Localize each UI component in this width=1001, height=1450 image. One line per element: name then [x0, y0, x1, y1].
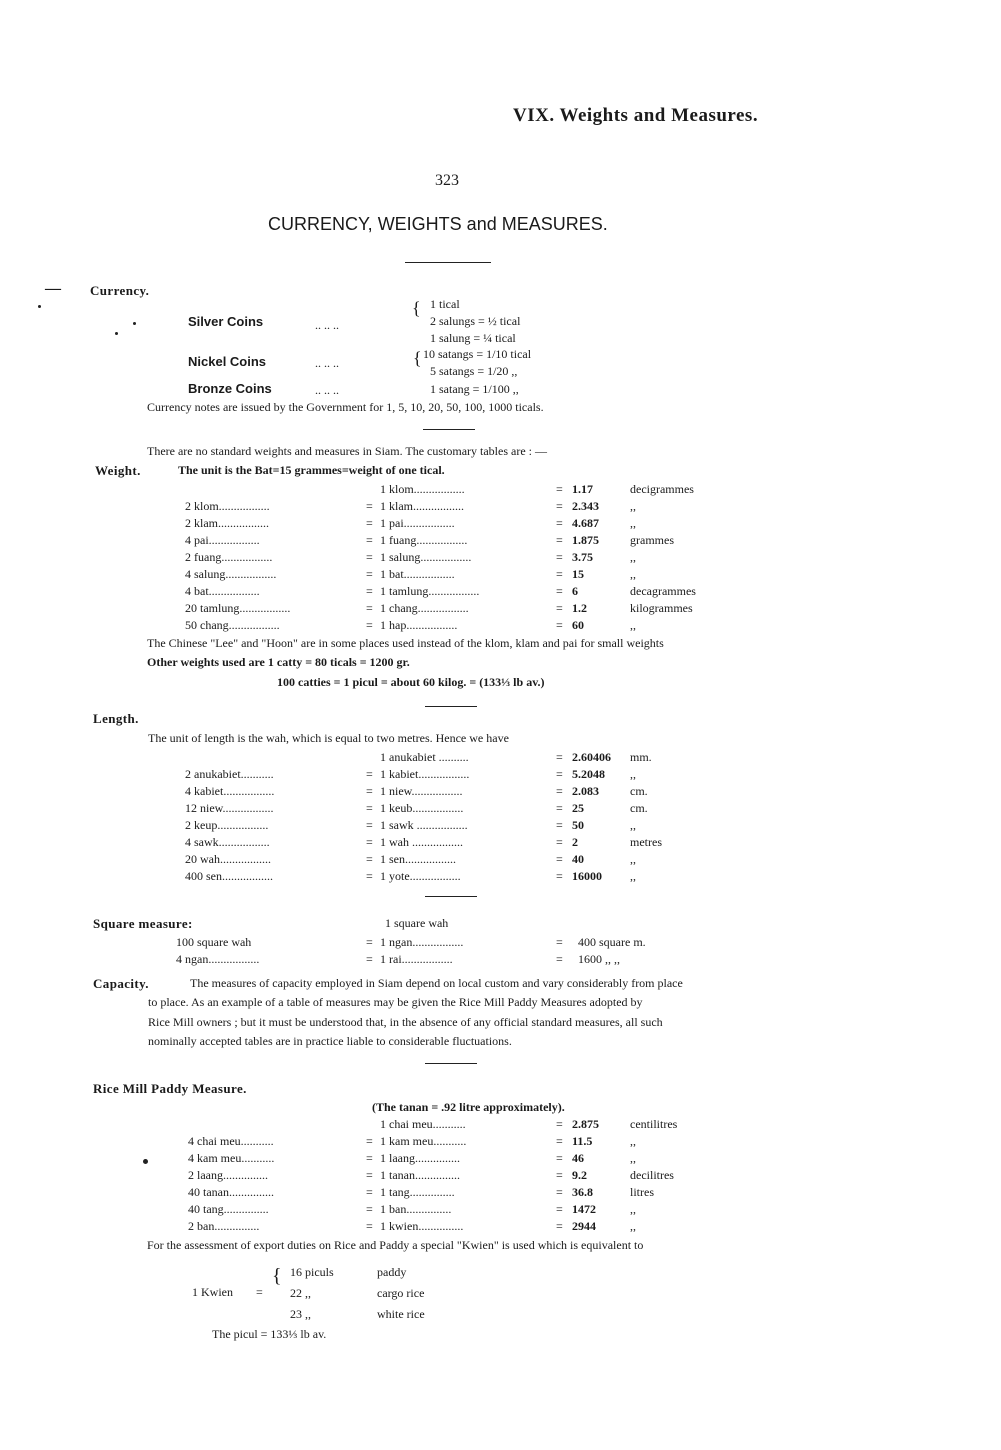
table-cell-right: 1 klom................. — [380, 482, 465, 496]
table-cell-eq: = — [366, 567, 373, 581]
nickel-coins-label: Nickel Coins — [188, 354, 267, 369]
table-cell-left: 20 tamlung................. — [185, 601, 291, 615]
running-header: VIX. Weights and Measures. — [513, 105, 759, 126]
table-cell-value: 1.17 — [572, 482, 593, 496]
table-cell-eq: = — [556, 1202, 563, 1216]
table-cell-eq: = — [366, 550, 373, 564]
table-cell-right: 1 rai................. — [380, 952, 453, 966]
table-cell-eq: = — [556, 952, 563, 966]
table-cell-eq: = — [556, 1168, 563, 1182]
table-cell-unit: decilitres — [630, 1168, 674, 1182]
table-cell-left: 40 tanan............... — [188, 1185, 274, 1199]
table-cell-eq: = — [556, 584, 563, 598]
table-cell-right: 1 anukabiet .......... — [380, 750, 469, 764]
weight-note-picul: 100 catties = 1 picul = about 60 kilog. = (133⅓ lb av.) — [277, 675, 545, 689]
paddy-subtitle: (The tanan = .92 litre approximately). — [372, 1100, 565, 1114]
table-cell-right: 1 pai................. — [380, 516, 455, 530]
table-cell-right: 1 wah ................. — [380, 835, 463, 849]
table-cell-eq: = — [366, 801, 373, 815]
table-cell-eq: = — [366, 952, 373, 966]
table-cell-unit: ,, — [630, 1151, 636, 1165]
table-cell-eq: = — [366, 835, 373, 849]
table-cell-eq: = — [556, 1134, 563, 1148]
table-cell-unit: litres — [630, 1185, 654, 1199]
table-cell-eq: = — [556, 601, 563, 615]
table-cell-left: 2 fuang................. — [185, 550, 273, 564]
weight-unit: The unit is the Bat=15 grammes=weight of one tical. — [178, 463, 445, 477]
section-heading-capacity: Capacity. — [93, 976, 149, 991]
table-cell-unit: ,, — [630, 516, 636, 530]
page-title: CURRENCY, WEIGHTS and MEASURES. — [268, 214, 608, 234]
capacity-line-1: The measures of capacity employed in Siam depend on local custom and vary considerably from place — [190, 976, 683, 990]
silver-value-2: 2 salungs = ½ tical — [430, 314, 521, 328]
table-cell-eq: = — [366, 618, 373, 632]
table-cell-left: 2 klam................. — [185, 516, 269, 530]
table-cell-value: 1600 ,, ,, — [578, 952, 620, 966]
table-cell-left: 4 bat................. — [185, 584, 260, 598]
table-cell-eq: = — [366, 1168, 373, 1182]
table-cell-eq: = — [556, 1151, 563, 1165]
weight-note-chinese: The Chinese "Lee" and "Hoon" are in some places used instead of the klom, klam and pai for small weights — [147, 636, 664, 650]
table-cell-left: 2 anukabiet........... — [185, 767, 274, 781]
table-cell-unit: ,, — [630, 1219, 636, 1233]
table-cell-left: 4 kam meu........... — [188, 1151, 275, 1165]
table-cell-right: 1 kabiet................. — [380, 767, 470, 781]
table-cell-eq: = — [366, 584, 373, 598]
table-cell-eq: = — [556, 852, 563, 866]
table-cell-value: 2.875 — [572, 1117, 599, 1131]
table-cell-left: 20 wah................. — [185, 852, 271, 866]
table-cell-eq: = — [556, 835, 563, 849]
brace-left: { — [413, 348, 422, 368]
kwien-item: paddy — [377, 1265, 407, 1279]
table-cell-eq: = — [556, 482, 563, 496]
table-cell-eq: = — [556, 767, 563, 781]
table-cell-unit: decigrammes — [630, 482, 694, 496]
currency-notes: Currency notes are issued by the Government for 1, 5, 10, 20, 50, 100, 1000 ticals. — [147, 400, 544, 414]
divider — [405, 262, 491, 263]
speck — [143, 1159, 148, 1164]
table-cell-eq: = — [366, 1185, 373, 1199]
section-heading-length: Length. — [93, 711, 139, 726]
table-cell-left: 100 square wah — [176, 935, 252, 949]
table-cell-eq: = — [366, 601, 373, 615]
page-number: 323 — [435, 172, 459, 189]
table-cell-right: 1 ngan................. — [380, 935, 464, 949]
table-cell-right: 1 salung................. — [380, 550, 472, 564]
table-cell-value: 46 — [572, 1151, 584, 1165]
weight-note-catty: Other weights used are 1 catty = 80 ticals = 1200 gr. — [147, 655, 410, 669]
nickel-value-2: 5 satangs = 1/20 ,, — [430, 364, 518, 378]
table-cell-right: 1 bat................. — [380, 567, 455, 581]
table-cell-eq: = — [366, 784, 373, 798]
table-cell-eq: = — [556, 499, 563, 513]
table-cell-unit: cm. — [630, 801, 648, 815]
table-cell-eq: = — [556, 1185, 563, 1199]
table-cell-eq: = — [366, 499, 373, 513]
kwien-item: white rice — [377, 1307, 425, 1321]
table-cell-eq: = — [556, 818, 563, 832]
table-cell-value: 4.687 — [572, 516, 599, 530]
table-cell-value: 2 — [572, 835, 578, 849]
table-cell-right: 1 tang............... — [380, 1185, 455, 1199]
table-cell-unit: decagrammes — [630, 584, 696, 598]
kwien-qty: 16 piculs — [290, 1265, 334, 1279]
intro-text: There are no standard weights and measures in Siam. The customary tables are : — — [147, 444, 547, 458]
kwien-qty: 23 ,, — [290, 1307, 311, 1321]
table-cell-right: 1 tamlung................. — [380, 584, 480, 598]
silver-coins-label: Silver Coins — [188, 314, 264, 329]
table-cell-eq: = — [366, 869, 373, 883]
table-cell-right: 1 hap................. — [380, 618, 458, 632]
table-cell-eq: = — [366, 1219, 373, 1233]
section-heading-paddy: Rice Mill Paddy Measure. — [93, 1081, 247, 1096]
table-cell-unit: ,, — [630, 550, 636, 564]
table-cell-value: 16000 — [572, 869, 602, 883]
table-cell-eq: = — [366, 1134, 373, 1148]
divider — [423, 429, 475, 430]
table-cell-value: 40 — [572, 852, 584, 866]
table-cell-value: 50 — [572, 818, 584, 832]
section-heading-weight: Weight. — [95, 463, 141, 478]
table-cell-left: 2 klom................. — [185, 499, 270, 513]
table-cell-eq: = — [366, 1151, 373, 1165]
brace-left: { — [412, 298, 421, 318]
table-cell-unit: ,, — [630, 818, 636, 832]
table-cell-eq: = — [366, 533, 373, 547]
bronze-value: 1 satang = 1/100 ,, — [430, 382, 519, 396]
table-cell-left: 400 sen................. — [185, 869, 273, 883]
table-cell-right: 1 sen................. — [380, 852, 456, 866]
table-cell-left: 4 pai................. — [185, 533, 260, 547]
table-cell-value: 36.8 — [572, 1185, 593, 1199]
table-cell-eq: = — [556, 801, 563, 815]
export-note: For the assessment of export duties on Rice and Paddy a special "Kwien" is used which is equivalent to — [147, 1238, 644, 1252]
table-cell-unit: grammes — [630, 533, 674, 547]
leader-dots: .. .. .. — [315, 356, 339, 370]
table-cell-right: 1 tanan............... — [380, 1168, 460, 1182]
table-cell-eq: = — [556, 516, 563, 530]
table-cell-value: 2944 — [572, 1219, 596, 1233]
table-cell-value: 1.875 — [572, 533, 599, 547]
table-cell-right: 1 kam meu........... — [380, 1134, 467, 1148]
leader-dots: .. .. .. — [315, 383, 339, 397]
table-cell-eq: = — [556, 869, 563, 883]
margin-mark: — — [45, 280, 61, 297]
table-cell-left: 4 chai meu........... — [188, 1134, 274, 1148]
table-cell-unit: mm. — [630, 750, 652, 764]
table-cell-eq: = — [556, 750, 563, 764]
table-cell-left: 4 sawk................. — [185, 835, 270, 849]
table-cell-eq: = — [556, 1219, 563, 1233]
capacity-line-2: to place. As an example of a table of measures may be given the Rice Mill Paddy Measures adopted by — [148, 995, 643, 1009]
table-cell-right: 1 kwien............... — [380, 1219, 464, 1233]
table-cell-left: 4 salung................. — [185, 567, 277, 581]
table-cell-right: 1 sawk ................. — [380, 818, 468, 832]
table-cell-right: 1 laang............... — [380, 1151, 460, 1165]
capacity-line-3: Rice Mill owners ; but it must be understood that, in the absence of any official standard measures, all such — [148, 1015, 663, 1029]
table-cell-right: 1 ban............... — [380, 1202, 452, 1216]
section-heading-square: Square measure: — [93, 916, 193, 931]
table-cell-eq: = — [366, 818, 373, 832]
square-first: 1 square wah — [385, 916, 449, 930]
table-cell-eq: = — [366, 1202, 373, 1216]
table-cell-unit: cm. — [630, 784, 648, 798]
table-cell-left: 2 keup................. — [185, 818, 269, 832]
bronze-coins-label: Bronze Coins — [188, 381, 272, 396]
leader-dots: .. .. .. — [315, 318, 339, 332]
table-cell-left: 50 chang................. — [185, 618, 280, 632]
table-cell-value: 3.75 — [572, 550, 593, 564]
table-cell-right: 1 keub................. — [380, 801, 464, 815]
table-cell-value: 15 — [572, 567, 584, 581]
table-cell-eq: = — [556, 550, 563, 564]
kwien-item: cargo rice — [377, 1286, 425, 1300]
table-cell-unit: ,, — [630, 499, 636, 513]
table-cell-value: 2.083 — [572, 784, 599, 798]
table-cell-eq: = — [556, 935, 563, 949]
table-cell-left: 40 tang............... — [188, 1202, 269, 1216]
table-cell-value: 1.2 — [572, 601, 587, 615]
table-cell-eq: = — [366, 852, 373, 866]
table-cell-left: 4 kabiet................. — [185, 784, 275, 798]
table-cell-left: 4 ngan................. — [176, 952, 260, 966]
table-cell-value: 1472 — [572, 1202, 596, 1216]
table-cell-right: 1 fuang................. — [380, 533, 468, 547]
speck — [133, 322, 136, 325]
kwien-label: 1 Kwien — [192, 1285, 233, 1299]
table-cell-value: 6 — [572, 584, 578, 598]
nickel-value-1: 10 satangs = 1/10 tical — [423, 347, 532, 361]
picul-note: The picul = 133⅓ lb av. — [212, 1327, 327, 1341]
table-cell-unit: kilogrammes — [630, 601, 693, 615]
table-cell-unit: centilitres — [630, 1117, 678, 1131]
divider — [425, 1063, 477, 1064]
speck — [38, 305, 41, 308]
kwien-equals: = — [256, 1285, 263, 1299]
table-cell-value: 60 — [572, 618, 584, 632]
table-cell-unit: ,, — [630, 618, 636, 632]
table-cell-right: 1 niew................. — [380, 784, 463, 798]
table-cell-eq: = — [556, 784, 563, 798]
table-cell-right: 1 klam................. — [380, 499, 464, 513]
brace-left: { — [272, 1265, 282, 1287]
table-cell-unit: ,, — [630, 767, 636, 781]
table-cell-unit: ,, — [630, 1202, 636, 1216]
table-cell-value: 2.60406 — [572, 750, 611, 764]
length-unit: The unit of length is the wah, which is equal to two metres. Hence we have — [148, 731, 509, 745]
divider — [425, 706, 477, 707]
table-cell-value: 5.2048 — [572, 767, 605, 781]
table-cell-left: 2 laang............... — [188, 1168, 268, 1182]
table-cell-eq: = — [366, 935, 373, 949]
kwien-qty: 22 ,, — [290, 1286, 311, 1300]
table-cell-left: 12 niew................. — [185, 801, 274, 815]
table-cell-value: 25 — [572, 801, 584, 815]
table-cell-eq: = — [366, 516, 373, 530]
capacity-line-4: nominally accepted tables are in practice liable to considerable fluctuations. — [148, 1034, 512, 1048]
table-cell-value: 9.2 — [572, 1168, 587, 1182]
table-cell-unit: ,, — [630, 869, 636, 883]
table-cell-unit: ,, — [630, 852, 636, 866]
table-cell-eq: = — [556, 533, 563, 547]
table-cell-right: 1 yote................. — [380, 869, 461, 883]
table-cell-value: 2.343 — [572, 499, 599, 513]
table-cell-unit: ,, — [630, 1134, 636, 1148]
table-cell-eq: = — [556, 1117, 563, 1131]
table-cell-right: 1 chai meu........... — [380, 1117, 466, 1131]
table-cell-unit: ,, — [630, 567, 636, 581]
section-heading-currency: Currency. — [90, 283, 150, 298]
table-cell-left: 2 ban............... — [188, 1219, 260, 1233]
divider — [425, 896, 477, 897]
table-cell-eq: = — [556, 618, 563, 632]
silver-value-1: 1 tical — [430, 297, 460, 311]
table-cell-value: 11.5 — [572, 1134, 593, 1148]
table-cell-right: 1 chang................. — [380, 601, 469, 615]
table-cell-value: 400 square m. — [578, 935, 646, 949]
speck — [115, 332, 118, 335]
table-cell-unit: metres — [630, 835, 662, 849]
silver-value-3: 1 salung = ¼ tical — [430, 331, 516, 345]
table-cell-eq: = — [556, 567, 563, 581]
table-cell-eq: = — [366, 767, 373, 781]
